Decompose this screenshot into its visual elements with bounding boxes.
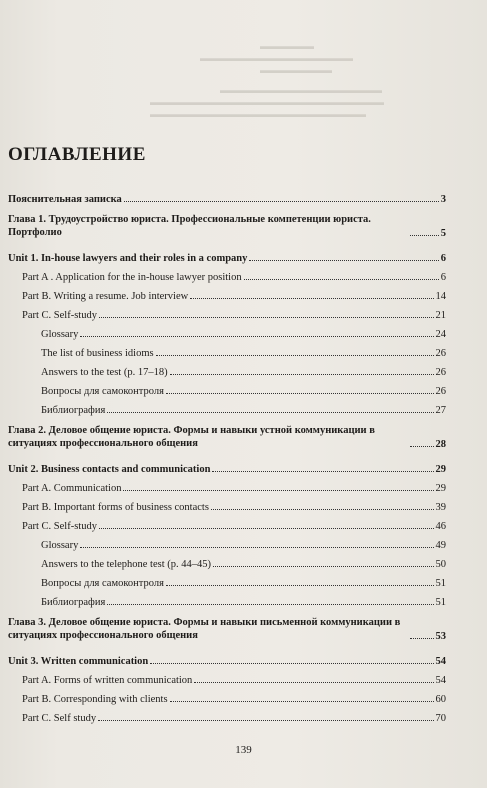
toc-entry [8, 589, 446, 608]
dot-leader [123, 490, 433, 491]
page-number: 139 [235, 744, 252, 756]
toc-entry [8, 420, 446, 450]
toc-entry-page: 26 [435, 348, 446, 359]
toc-entry [8, 321, 446, 340]
toc-entry-page: 26 [435, 367, 446, 378]
toc-entry [8, 397, 446, 416]
toc-entry [8, 456, 446, 475]
table-of-contents [8, 186, 446, 724]
toc-entry-page: 14 [435, 291, 446, 302]
toc-entry-title: Part C. Self-study [22, 310, 97, 321]
toc-entry-title: Пояснительная записка [8, 194, 122, 205]
dot-leader [166, 393, 434, 394]
toc-entry [8, 570, 446, 589]
dot-leader [99, 317, 434, 318]
toc-entry-page: 21 [435, 310, 446, 321]
toc-entry [8, 475, 446, 494]
toc-entry-page: 51 [435, 578, 446, 589]
toc-entry-page: 46 [435, 521, 446, 532]
toc-entry-page: 54 [435, 656, 446, 667]
dot-leader [194, 682, 433, 683]
toc-entry-title: Part B. Corresponding with clients [22, 694, 168, 705]
toc-entry-page: 70 [435, 713, 446, 724]
toc-entry-page: 5 [440, 228, 446, 239]
toc-entry-title: Вопросы для самоконтроля [41, 386, 164, 397]
dot-leader [244, 279, 439, 280]
toc-entry-page: 50 [435, 559, 446, 570]
toc-entry [8, 513, 446, 532]
dot-leader [107, 412, 433, 413]
toc-entry-page: 53 [435, 631, 446, 642]
dot-leader [410, 638, 434, 639]
dot-leader [124, 201, 439, 202]
toc-entry-title: Библиография [41, 405, 106, 416]
toc-entry-title: Part C. Self-study [22, 521, 97, 532]
toc-entry [8, 186, 446, 205]
toc-entry [8, 705, 446, 724]
toc-entry-page: 24 [435, 329, 446, 340]
toc-entry-page: 29 [435, 464, 446, 475]
toc-entry-title: Part C. Self study [22, 713, 97, 724]
toc-entry [8, 612, 446, 642]
toc-entry-title: Part A. Communication [22, 483, 122, 494]
dot-leader [212, 471, 433, 472]
toc-entry-page: 27 [435, 405, 446, 416]
toc-entry-page: 49 [435, 540, 446, 551]
toc-entry [8, 532, 446, 551]
toc-entry-title: Glossary [41, 540, 79, 551]
toc-entry-title: Глава 2. Деловое общение юриста. Формы и навыки устной коммуникации в ситуациях профессионального общения [8, 425, 375, 449]
toc-entry [8, 302, 446, 321]
toc-entry-title: Unit 2. Business contacts and communication [8, 464, 211, 475]
dot-leader [170, 701, 434, 702]
dot-leader [107, 604, 433, 605]
toc-entry [8, 359, 446, 378]
toc-entry-page: 60 [435, 694, 446, 705]
toc-entry-title: Glossary [41, 329, 79, 340]
dot-leader [150, 663, 433, 664]
toc-entry [8, 667, 446, 686]
toc-entry [8, 551, 446, 570]
toc-entry [8, 264, 446, 283]
toc-entry-page: 28 [435, 439, 446, 450]
bleed-through-text: ▬▬▬▬▬▬ ▬▬▬▬▬▬▬▬▬▬▬▬▬▬▬▬▬ ▬▬▬▬▬▬▬▬ ▬▬▬▬▬▬▬▬▬▬▬▬▬▬▬▬▬▬ ▬▬▬▬▬▬▬▬▬▬▬▬▬▬▬▬▬▬▬▬▬▬▬▬▬▬ ▬▬▬▬▬▬▬▬▬▬▬▬▬▬▬▬▬▬▬▬▬▬▬▬ [150, 41, 384, 119]
toc-heading: ОГЛАВЛЕНИЕ [8, 144, 146, 165]
toc-entry-title: Answers to the test (p. 17–18) [41, 367, 168, 378]
toc-entry-title: Глава 1. Трудоустройство юриста. Профессиональные компетенции юриста. Портфолио [8, 214, 371, 238]
toc-entry [8, 340, 446, 359]
toc-entry-title: Part A . Application for the in-house lawyer position [22, 272, 242, 283]
toc-entry [8, 686, 446, 705]
dot-leader [156, 355, 434, 356]
toc-entry-page: 3 [440, 194, 446, 205]
dot-leader [410, 446, 434, 447]
toc-entry-title: Глава 3. Деловое общение юриста. Формы и навыки письменной коммуникации в ситуациях профессионального общения [8, 617, 401, 641]
toc-entry [8, 245, 446, 264]
toc-entry-title: Unit 3. Written communication [8, 656, 149, 667]
toc-entry-page: 29 [435, 483, 446, 494]
dot-leader [190, 298, 433, 299]
dot-leader [249, 260, 438, 261]
dot-leader [211, 509, 434, 510]
toc-entry-title: Part A. Forms of written communication [22, 675, 193, 686]
toc-entry-page: 26 [435, 386, 446, 397]
toc-entry-title: Библиография [41, 597, 106, 608]
toc-entry-page: 54 [435, 675, 446, 686]
toc-entry-page: 6 [440, 253, 446, 264]
toc-entry-title: The list of business idioms [41, 348, 154, 359]
dot-leader [410, 235, 439, 236]
dot-leader [170, 374, 434, 375]
dot-leader [80, 547, 433, 548]
dot-leader [213, 566, 433, 567]
toc-entry-title: Вопросы для самоконтроля [41, 578, 164, 589]
dot-leader [98, 720, 433, 721]
toc-entry-page: 39 [435, 502, 446, 513]
toc-entry [8, 494, 446, 513]
dot-leader [166, 585, 434, 586]
toc-entry-title: Part B. Writing a resume. Job interview [22, 291, 189, 302]
toc-entry [8, 283, 446, 302]
toc-entry [8, 648, 446, 667]
toc-entry-title: Unit 1. In-house lawyers and their roles in a company [8, 253, 248, 264]
dot-leader [99, 528, 434, 529]
toc-entry [8, 378, 446, 397]
toc-entry-title: Part B. Important forms of business contacts [22, 502, 209, 513]
toc-entry-title: Answers to the telephone test (p. 44–45) [41, 559, 212, 570]
toc-entry-page: 6 [440, 272, 446, 283]
toc-entry [8, 209, 446, 239]
toc-entry-page: 51 [435, 597, 446, 608]
dot-leader [80, 336, 433, 337]
